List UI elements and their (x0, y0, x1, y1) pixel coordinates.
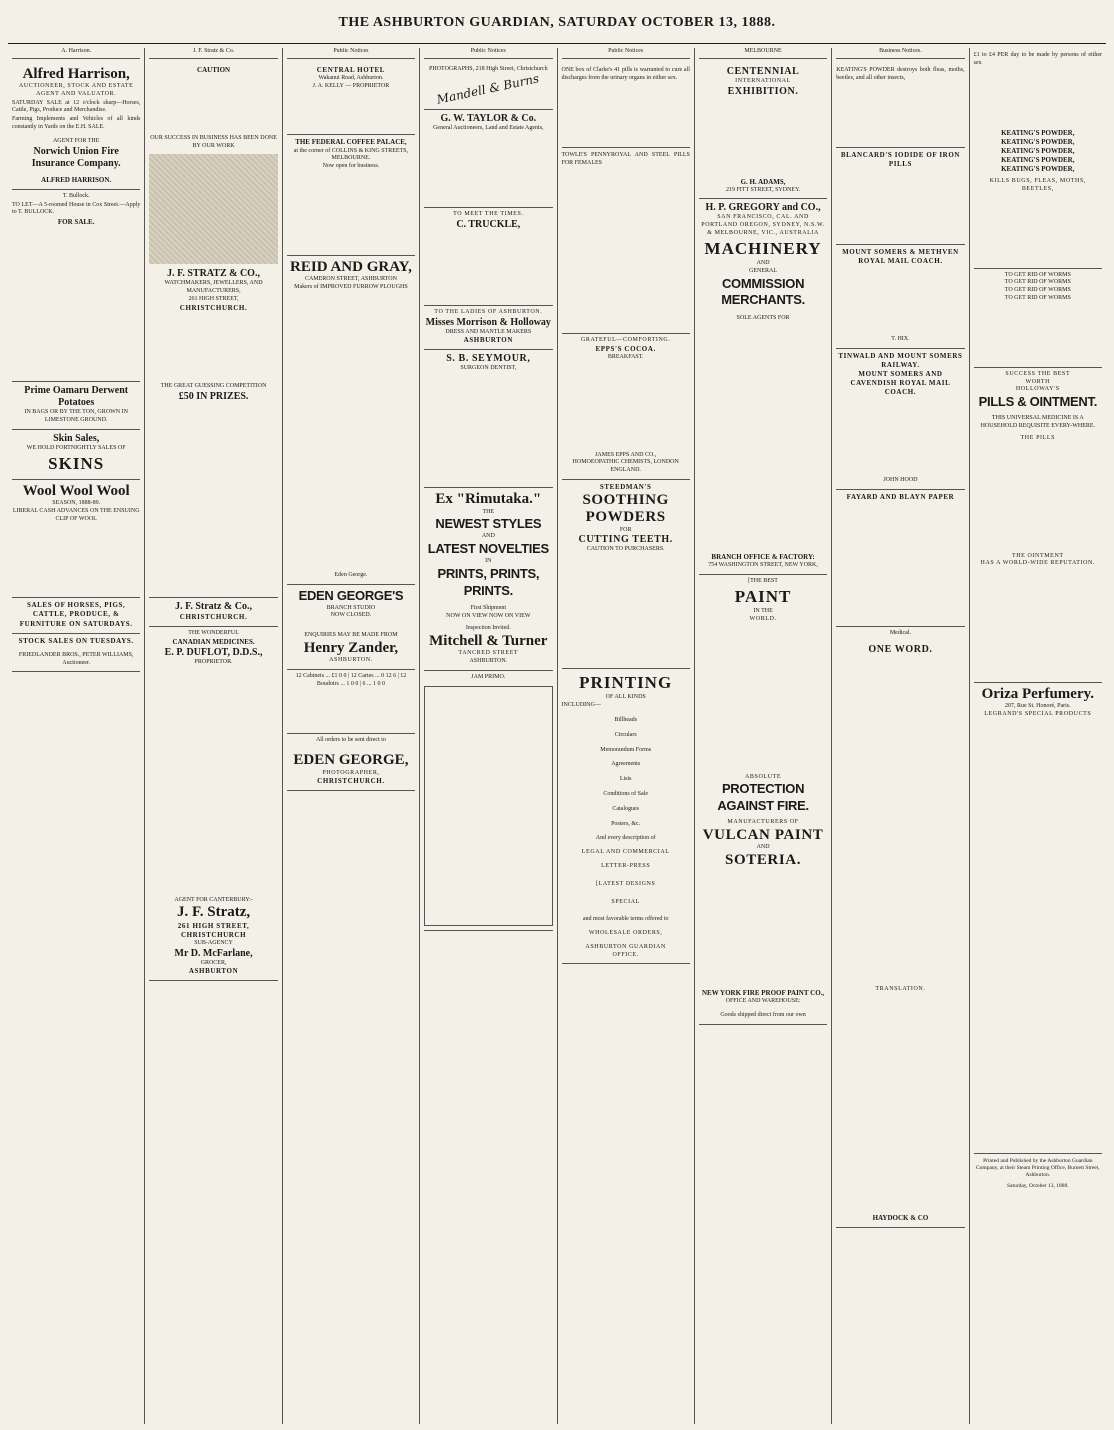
ad-title: EXHIBITION. (727, 85, 799, 97)
ad-heading: NEW YORK FIRE PROOF PAINT CO., (701, 989, 825, 998)
ad-heading: GRATEFUL—COMFORTING. (580, 336, 671, 343)
ad-heading: TRANSLATION. (875, 985, 926, 992)
column-heading: MELBOURNE (699, 48, 827, 59)
ad-signature: T. HIX. (891, 335, 910, 342)
ad-text: TO LET—A 5-roomed House in Cox Street.—Apply to T. BULLOCK. (12, 201, 141, 216)
imprint: Printed and Published by the Ashburton Guardian Company, at their Steam Printing Office, Burnett Street, Ashburton. (976, 1157, 1100, 1179)
ad-title: PRINTING (579, 673, 673, 693)
ad-text: WORLD. (749, 615, 777, 622)
list-item: Circulars (614, 731, 637, 738)
ad-text: 219 FITT STREET, SYDNEY. (725, 186, 801, 193)
ad-title: ASHBURTON (188, 967, 239, 976)
ad-title: Ex "Rimutaka." (435, 491, 542, 508)
ad-title: EDEN GEORGE, (293, 752, 409, 769)
ad-text: ONE box of Clarke's 41 pills is warranted to cure all discharges from the urinary organs in either sex. (561, 66, 690, 81)
ad-text: HOMOEOPATHIC CHEMISTS, LONDON ENGLAND. (572, 459, 679, 474)
ad-title: CUTTING TEETH. (578, 534, 673, 546)
ad-heading: T. Bullock. (62, 192, 90, 199)
ad-text: INCLUDING— (561, 702, 601, 709)
ad-title: Mitchell & Turner (429, 632, 548, 649)
ad-title: SOOTHING (582, 492, 669, 509)
ad-title: Wool Wool Wool (22, 482, 130, 499)
ad-title: H. P. GREGORY and CO., (705, 202, 821, 214)
ad-text: AND (756, 259, 770, 266)
ad-text: THE (482, 508, 495, 515)
ad-title: Oriza Perfumery. (981, 686, 1095, 703)
ad-text: THE GREAT GUESSING COMPETITION (160, 382, 267, 389)
ad-text: KEATING'S POWDER destroys both fleas, moths, beetles, and all other insects, (836, 66, 965, 81)
ad-subtitle: SURGEON DENTIST, (460, 365, 517, 372)
column-heading: Public Notices (562, 48, 690, 59)
ad-title: THE FEDERAL COFFEE PALACE, (295, 138, 407, 147)
ad-title: MOUNT SOMERS & METHVEN ROYAL MAIL COACH. (842, 247, 959, 265)
ad-text: OFFICE. (612, 951, 639, 958)
section-heading: Medical. (889, 629, 912, 636)
ad-title: CENTENNIAL (726, 65, 800, 77)
column-8 (970, 48, 1106, 1424)
ad-title: KEATING'S POWDER, (1001, 137, 1075, 146)
ad-text: GENERAL (749, 267, 778, 274)
ad-title: REID AND GRAY, (290, 258, 412, 275)
masthead: THE ASHBURTON GUARDIAN, SATURDAY OCTOBER 13, 1888. (8, 14, 1106, 44)
ad-text: LIBERAL CASH ADVANCES ON THE ENSUING CLIP OF WOOL (12, 507, 140, 522)
column-2 (145, 48, 282, 1424)
engraving-illustration (149, 154, 277, 264)
ad-text: ENQUIRIES MAY BE MADE FROM (304, 632, 398, 639)
ad-title: SALES OF HORSES, PIGS, CATTLE, PRODUCE, & FURNITURE ON SATURDAYS. (19, 601, 133, 628)
ad-text: SOLE AGENTS FOR (736, 315, 790, 322)
ad-subtitle: ASHBURTON. (329, 657, 373, 664)
ad-text: Goods shipped direct from our own (720, 1012, 806, 1019)
ad-text: WHOLESALE ORDERS, (588, 930, 663, 937)
ad-subtitle: WATCHMAKERS, JEWELLERS, AND MANUFACTURERS, (164, 280, 263, 295)
ad-text: LEGAL AND COMMERCIAL (581, 849, 670, 856)
ad-heading: THE PILLS (1020, 434, 1056, 441)
column-3 (283, 48, 420, 1424)
ad-title: Prime Oamaru Derwent Potatoes (24, 385, 129, 409)
column-1 (8, 48, 145, 1424)
ad-subtitle: KILLS BUGS, FLEAS, MOTHS, BEETLES, (989, 178, 1086, 192)
ad-signature: HAYDOCK & CO (872, 1213, 929, 1222)
ad-text: £1 to £4 PER day to be made by persons of either sex (973, 52, 1102, 66)
ad-title: Henry Zander, (303, 639, 399, 656)
ad-text: HAS A WORLD-WIDE REPUTATION. (980, 560, 1096, 567)
ad-title: £50 IN PRIZES. (178, 390, 249, 402)
ad-subtitle: General Auctioneers, Land and Estate Agents, (433, 125, 544, 132)
ad-title: FAYARD AND BLAYN PAPER (846, 492, 955, 501)
list-item: Catalogues (612, 805, 640, 812)
ad-title: EPPS'S COCOA. (595, 344, 656, 353)
ad-text: NOW CLOSED. (330, 612, 372, 619)
ad-subtitle: AUCTIONEER, STOCK AND ESTATE AGENT AND VALUATOR. (18, 83, 134, 97)
ad-text: And every description of (595, 835, 656, 842)
ad-text: AND (481, 533, 495, 540)
ad-text: Now open for business. (322, 163, 380, 170)
ad-title: SKINS (48, 453, 105, 473)
ad-text: Makers of IMPROVED FURROW PLOUGHS (294, 284, 408, 291)
ad-text: and most favorable terms offered to (582, 916, 669, 923)
ad-subtitle: TANCRED STREET (458, 650, 519, 657)
ad-subtitle: PHOTOGRAPHS, 218 High Street, Christchurch (429, 65, 548, 72)
price-list: 12 Cabinets ... £1 0 0 | 12 Cartes ... 0 12 6 | 12 Boudoirs ... 1 0 0 | 6 ... 1 0 0 (295, 672, 407, 687)
ad-text: BREAKFAST. (607, 353, 644, 360)
ad-text: SATURDAY SALE at 12 o'clock sharp—Horses, Cattle, Pigs, Produce and Merchandise. (12, 99, 141, 114)
ad-title: TO GET RID OF WORMS (1004, 279, 1071, 286)
ad-title: TO GET RID OF WORMS (1004, 295, 1071, 302)
ad-title: CHRISTCHURCH. (317, 777, 385, 786)
ad-text: OUR SUCCESS IN BUSINESS HAS BEEN DONE BY OUR WORK (150, 134, 277, 149)
ad-heading: TO MEET THE TIMES. (453, 210, 524, 217)
column-heading: Public Notices (287, 48, 415, 59)
ad-signature: Eden George. (334, 571, 368, 578)
insurer-name: Norwich Union Fire Insurance Company. (31, 145, 121, 169)
ad-text: PROPRIETOR. (194, 658, 233, 665)
ad-heading: FOR SALE. (57, 218, 95, 227)
ad-title: ONE WORD. (868, 643, 933, 655)
ad-text: SUB-AGENCY (194, 939, 233, 946)
ad-heading: TO THE LADIES OF ASHBURTON. (434, 308, 543, 315)
script-logo: Mandell & Burns (435, 70, 541, 107)
column-heading: Public Notices (424, 48, 552, 59)
article-block (424, 686, 552, 926)
ad-subtitle: Wakanui Road, Ashburton. (318, 74, 384, 81)
ad-signature: JOHN HOOD (883, 477, 918, 484)
ad-title: PRINTS, PRINTS, PRINTS. (437, 565, 540, 598)
ad-title: SOTERIA. (725, 851, 802, 868)
ad-text: Farming Implements and Vehicles of all kinds constantly in Yards on the E.H. SALE. (12, 116, 141, 131)
ad-subtitle: WE HOLD FORTNIGHTLY SALES OF (26, 444, 126, 451)
column-7 (832, 48, 969, 1424)
ad-title: Mr D. McFarlane, (174, 947, 253, 959)
ad-heading: BRANCH OFFICE & FACTORY: (711, 553, 815, 562)
ad-text: DRESS AND MANTLE MAKERS (445, 328, 532, 335)
ad-text: THE WONDERFUL (188, 629, 239, 636)
column-heading: A. Harrison. (12, 48, 140, 59)
ad-heading: THE OINTMENT (1011, 552, 1064, 559)
columns (8, 48, 1106, 1424)
ad-heading: CAUTION (197, 65, 231, 74)
ad-title: CHRISTCHURCH. (179, 612, 248, 621)
ad-title: KEATING'S POWDER, (1001, 155, 1075, 164)
ad-subtitle: INTERNATIONAL (735, 77, 791, 84)
ad-text: 754 WASHINGTON STREET, NEW YORK, (708, 562, 818, 569)
ad-title: KEATING'S POWDER, (1001, 128, 1075, 137)
ad-title: PAINT (734, 586, 792, 606)
ad-title: C. TRUCKLE, (456, 218, 521, 230)
ad-text: 261 HIGH STREET, (188, 296, 239, 303)
ad-signature: JAMES EPPS AND CO., (595, 451, 657, 458)
ad-title: Alfred Harrison, (22, 65, 130, 82)
ad-title: NEWEST STYLES (435, 516, 542, 532)
ad-text: LETTER-PRESS (601, 862, 651, 869)
ad-title: J. F. Stratz & Co., (175, 600, 252, 612)
ad-title: MACHINERY (704, 238, 822, 258)
ad-heading: JAM PRIMO. (471, 673, 506, 680)
ad-subtitle: at the corner of COLLINS & KING STREETS, MELBOURNE. (293, 147, 409, 162)
ad-text: BRANCH STUDIO (326, 604, 376, 611)
ad-title: CANADIAN MEDICINES. (172, 637, 255, 646)
ad-title: TO GET RID OF WORMS (1004, 287, 1071, 294)
ad-title: TINWALD AND MOUNT SOMERS RAILWAY. (838, 351, 963, 369)
imprint-date: Saturday, October 13, 1888. (1006, 1183, 1069, 1190)
ad-title: PILLS & OINTMENT. (978, 394, 1098, 410)
ad-text: ABSOLUTE (744, 773, 782, 780)
ad-title: STEEDMAN'S (599, 483, 652, 492)
classified-block (12, 227, 140, 377)
ad-text: NOW ON VIEW NOW ON VIEW (446, 613, 531, 620)
ad-text: SUCCESS THE BEST (1005, 370, 1071, 377)
ad-text: IN (485, 557, 492, 564)
list-item: Posters, &c. (611, 820, 641, 827)
ad-title: Misses Morrison & Holloway (425, 316, 551, 328)
ad-title: VULCAN PAINT (702, 826, 824, 843)
column-5 (558, 48, 695, 1424)
ad-title: LATEST NOVELTIES (427, 541, 549, 556)
ad-title: CHRISTCHURCH. (179, 303, 248, 312)
ad-text: [THE BEST (748, 578, 778, 585)
ad-text: OFFICE AND WAREHOUSE: (725, 998, 801, 1005)
ad-title: TO GET RID OF WORMS (1004, 271, 1071, 278)
ad-title: Skin Sales, (53, 432, 100, 444)
ad-title: COMMISSION MERCHANTS. (721, 275, 805, 308)
ad-text: AGENT FOR THE (52, 137, 100, 144)
ad-text: HOLLOWAY'S (1015, 386, 1060, 393)
list-item: Memorandum Forms (600, 746, 652, 753)
ad-subtitle: 207, Rue St. Honoré, Paris. (1004, 703, 1071, 710)
ad-title: STOCK SALES ON TUESDAYS. (18, 636, 134, 645)
list-item: Lists (619, 776, 632, 783)
column-4 (420, 48, 557, 1424)
ad-text: GROCER, (200, 959, 227, 966)
ad-subtitle: IN BAGS OR BY THE TON, GROWN IN LIMESTONE GROUND. (24, 409, 128, 423)
ad-title: E. P. DUFLOT, D.D.S., (164, 646, 263, 658)
ad-text: AGENT FOR CANTERBURY:- (174, 896, 253, 903)
ad-title: KEATING'S POWDER, (1001, 146, 1075, 155)
ad-title: PROTECTION AGAINST FIRE. (717, 781, 809, 814)
list-item: Billheads (614, 716, 638, 723)
ad-title: BLANCARD'S IODIDE OF IRON PILLS (840, 151, 961, 169)
ad-text: THIS UNIVERSAL MEDICINE IS A HOUSEHOLD REQUISITE EVERY-WHERE. (980, 415, 1096, 429)
ad-subtitle: PHOTOGRAPHER, (322, 769, 380, 776)
list-item: Agreements (611, 761, 641, 768)
ad-subtitle: SAN FRANCISCO, CAL. AND PORTLAND OREGON, SYDNEY, N.S.W. & MELBOURNE, VIC., AUSTRALIA (701, 214, 825, 237)
ad-text: CAUTION TO PURCHASERS. (586, 546, 665, 553)
ad-subtitle: LEGRAND'S SPECIAL PRODUCTS (984, 711, 1092, 718)
ad-title: MOUNT SOMERS AND CAVENDISH ROYAL MAIL COACH. (850, 369, 951, 396)
ad-title: G. W. TAYLOR & Co. (440, 113, 537, 125)
ad-signature: FRIEDLANDER BROS., PETER WILLIAMS, Auctioneer. (18, 651, 134, 666)
list-item: Conditions of Sale (603, 790, 649, 797)
ad-text: IN THE (753, 607, 773, 614)
ad-title: KEATING'S POWDER, (1001, 164, 1075, 173)
ad-text: First Shipment (470, 605, 507, 612)
ad-text: TOWLE'S PENNYROYAL AND STEEL PILLS FOR FEMALES (561, 152, 690, 167)
printing-items (562, 717, 690, 828)
column-6 (695, 48, 832, 1424)
ad-text: OF ALL KINDS (605, 694, 646, 701)
ad-text: SPECIAL (611, 898, 640, 905)
ad-title: 261 HIGH STREET, CHRISTCHURCH (177, 921, 250, 939)
ad-text: Inspection Invited. (465, 625, 511, 632)
ad-text: WORTH (1025, 378, 1051, 385)
ad-text: J. A. KELLY — PROPRIETOR (312, 82, 390, 89)
ad-title: POWDERS (585, 509, 666, 526)
ad-title: S. B. SEYMOUR, (446, 353, 531, 365)
ad-title: J. F. STRATZ & CO., (167, 268, 260, 280)
ad-signature: ALFRED HARRISON. (41, 175, 112, 184)
ad-text: ASHBURTON. (469, 657, 508, 664)
ad-title: ASHBURTON (463, 336, 513, 345)
ad-signature: G. H. ADAMS, (740, 177, 786, 186)
ad-title: CENTRAL HOTEL (316, 65, 386, 74)
column-heading: Business Notices. (836, 48, 964, 59)
ad-text: MANUFACTURERS OF (727, 819, 799, 826)
ad-subtitle: SEASON, 1888-89. (52, 499, 101, 506)
ad-subtitle: CAMERON STREET, ASHBURTON (304, 276, 397, 283)
ad-text: AND (756, 844, 770, 851)
ad-text: All orders to be sent direct to (315, 736, 386, 743)
ad-title: J. F. Stratz, (176, 904, 251, 921)
ad-text: FOR (619, 526, 632, 533)
column-heading: J. F. Stratz & Co. (149, 48, 277, 59)
ad-text: ASHBURTON GUARDIAN (585, 943, 666, 950)
ad-title: EDEN GEORGE'S (298, 587, 404, 603)
ad-text: [LATEST DESIGNS (595, 880, 656, 887)
